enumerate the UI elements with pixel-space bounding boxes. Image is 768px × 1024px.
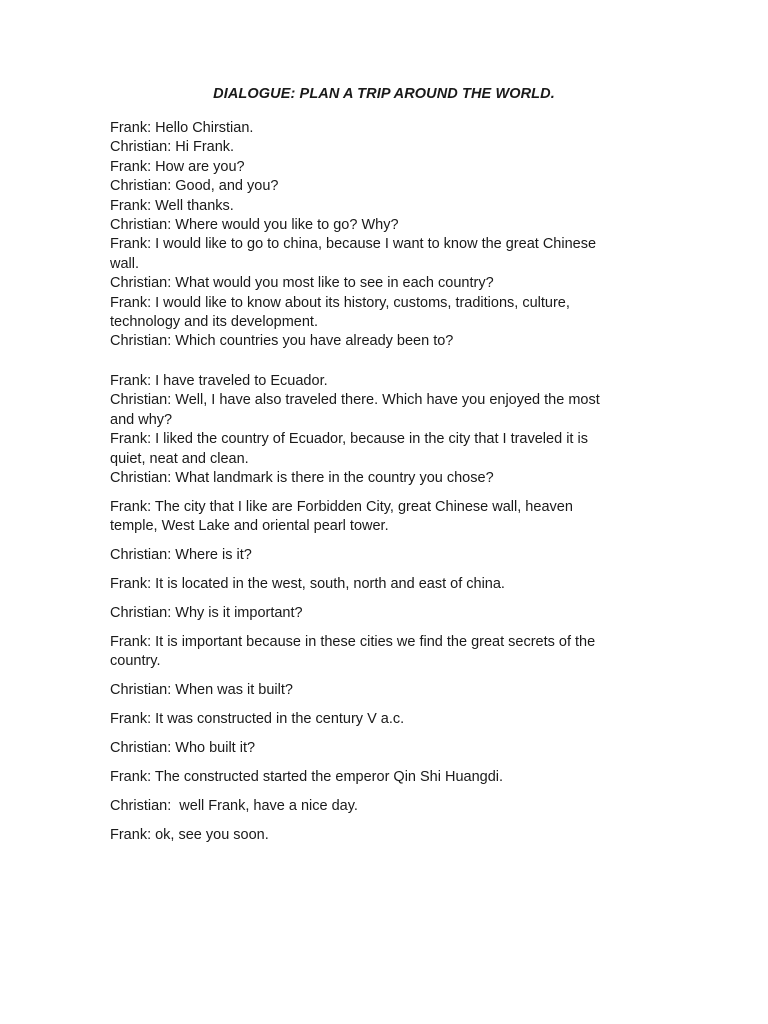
dialogue-line: technology and its development. (110, 314, 318, 331)
spacer (110, 594, 650, 604)
spacer (110, 672, 650, 682)
spacer (110, 537, 650, 547)
dialogue-line: Christian: Who built it? (110, 739, 256, 756)
dialogue-line: Frank: Well thanks. (110, 197, 234, 214)
dialogue-line: Frank: It is important because in these cities we find the great secrets of the (110, 633, 596, 650)
spacer (110, 816, 650, 826)
dialogue-paragraph (110, 768, 650, 787)
dialogue-paragraph (110, 681, 650, 700)
dialogue-line: quiet, neat and clean. (110, 450, 249, 467)
dialogue-line: Frank: I have traveled to Ecuador. (110, 372, 328, 389)
dialogue-paragraph (110, 797, 650, 816)
dialogue-line: Christian: well Frank, have a nice day. (110, 797, 358, 814)
dialogue-line: Frank: It is located in the west, south, north and east of china. (110, 576, 505, 593)
dialogue-line: Christian: Where is it? (110, 547, 252, 564)
dialogue-line: Christian: What would you most like to see in each country? (110, 275, 494, 292)
spacer (110, 729, 650, 739)
dialogue-paragraph (110, 546, 650, 565)
dialogue-line: Frank: How are you? (110, 158, 245, 175)
dialogue-paragraph (110, 633, 650, 672)
dialogue-line: Christian: Well, I have also traveled there. Which have you enjoyed the most (110, 392, 600, 409)
dialogue-line: Christian: Hi Frank. (110, 139, 235, 156)
spacer (110, 787, 650, 797)
dialogue-line: Frank: The constructed started the emperor Qin Shi Huangdi. (110, 768, 504, 785)
dialogue-content (110, 119, 650, 845)
dialogue-paragraph (110, 604, 650, 623)
dialogue-line: Frank: I liked the country of Ecuador, because in the city that I traveled it is (110, 431, 588, 448)
spacer (110, 758, 650, 768)
spacer (110, 701, 650, 711)
dialogue-line: Frank: It was constructed in the century V a.c. (110, 711, 405, 728)
dialogue-line: wall. (110, 255, 140, 272)
spacer (110, 623, 650, 633)
dialogue-line: Frank: I would like to go to china, because I want to know the great Chinese (110, 236, 597, 253)
dialogue-line: temple, West Lake and oriental pearl tower. (110, 518, 389, 535)
dialogue-paragraph (110, 826, 650, 845)
dialogue-line: Frank: Hello Chirstian. (110, 120, 254, 136)
dialogue-block-1 (110, 119, 650, 352)
dialogue-line: Frank: ok, see you soon. (110, 826, 269, 843)
spacer (110, 352, 650, 372)
dialogue-line: Christian: Good, and you? (110, 178, 279, 195)
dialogue-line: Christian: When was it built? (110, 682, 293, 699)
spacer (110, 566, 650, 576)
dialogue-line: Christian: What landmark is there in the country you chose? (110, 469, 494, 486)
dialogue-paragraph (110, 498, 650, 537)
dialogue-line: and why? (110, 411, 173, 428)
dialogue-block-2 (110, 372, 650, 488)
dialogue-paragraph (110, 710, 650, 729)
spacer (110, 488, 650, 498)
dialogue-line: Christian: Why is it important? (110, 604, 303, 621)
dialogue-paragraph (110, 575, 650, 594)
dialogue-line: Christian: Which countries you have already been to? (110, 333, 454, 350)
dialogue-line: Frank: The city that I like are Forbidden City, great Chinese wall, heaven (110, 498, 573, 515)
dialogue-line: Christian: Where would you like to go? Why? (110, 217, 399, 234)
document-title: DIALOGUE: PLAN A TRIP AROUND THE WORLD. (213, 86, 555, 102)
dialogue-paragraph (110, 739, 650, 758)
dialogue-line: Frank: I would like to know about its history, customs, traditions, culture, (110, 294, 570, 311)
dialogue-line: country. (110, 653, 161, 670)
